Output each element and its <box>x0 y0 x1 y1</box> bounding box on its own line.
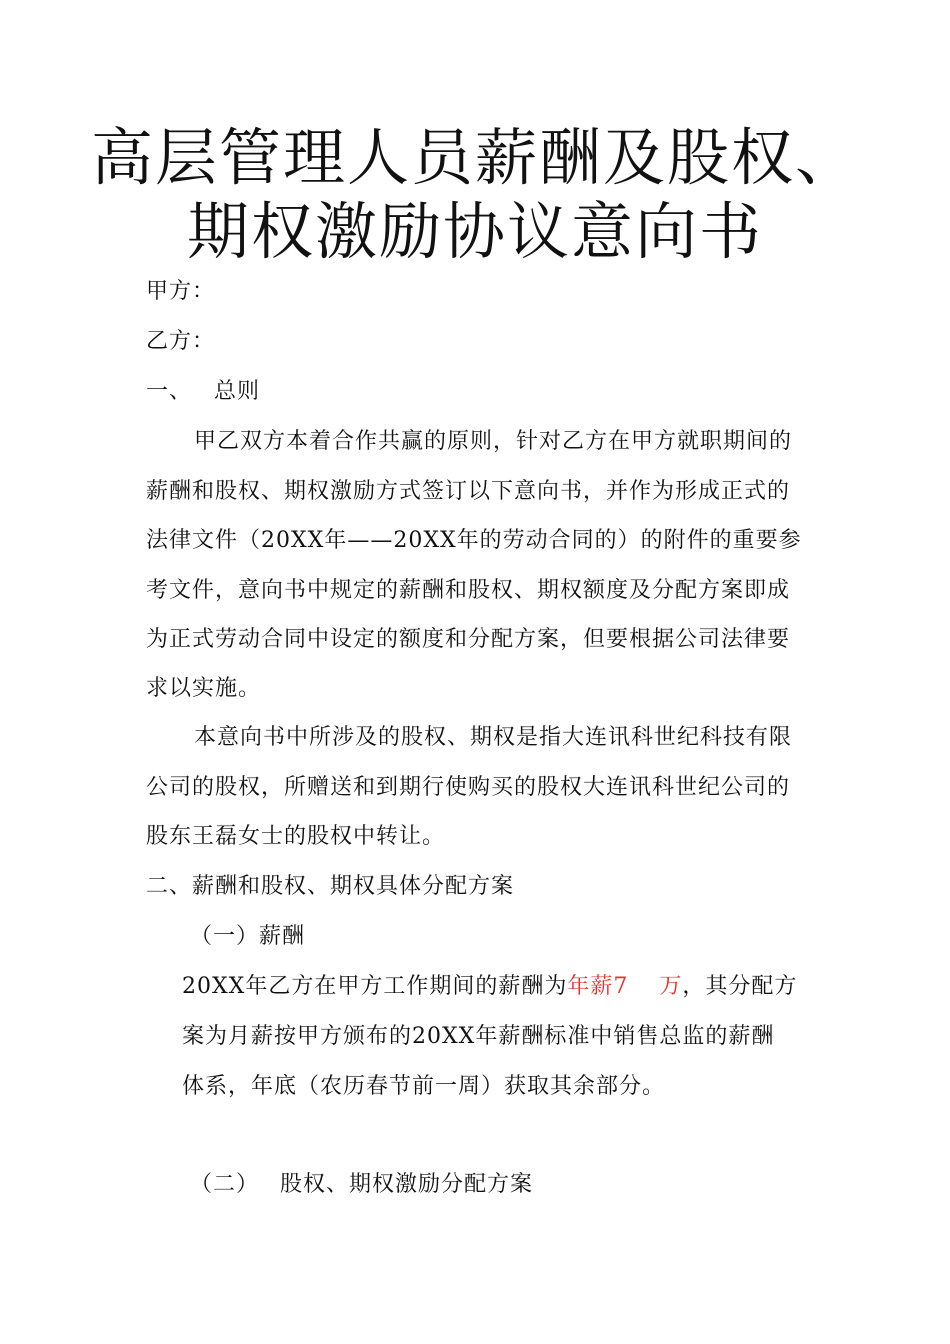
salary-highlight: 年薪7 万 <box>567 974 683 999</box>
section-1-number: 一、 <box>146 379 193 404</box>
paragraph-1-line-4: 考文件，意向书中规定的薪酬和股权、期权额度及分配方案即成 <box>146 578 791 603</box>
salary-suffix: ，其分配方 <box>682 974 798 999</box>
paragraph-1-line-5: 为正式劳动合同中设定的额度和分配方案，但要根据公司法律要 <box>146 627 791 652</box>
paragraph-2-line-1: 本意向书中所涉及的股权、期权是指大连讯科世纪科技有限 <box>194 725 793 750</box>
paragraph-1-line-6: 求以实施。 <box>146 676 262 701</box>
salary-prefix: 20XX年乙方在甲方工作期间的薪酬为 <box>182 974 568 999</box>
salary-line-3: 体系，年底（农历春节前一周）获取其余部分。 <box>182 1074 666 1099</box>
section-1-title: 总则 <box>214 379 261 404</box>
paragraph-2-line-2: 公司的股权，所赠送和到期行使购买的股权大连讯科世纪公司的 <box>146 775 791 800</box>
subsection-2-number: （二） <box>190 1172 260 1197</box>
salary-line-1 <box>182 973 797 1001</box>
section-2-title: 二、薪酬和股权、期权具体分配方案 <box>146 874 515 899</box>
paragraph-2-line-3: 股东王磊女士的股权中转让。 <box>146 824 446 849</box>
subsection-1-title: （一）薪酬 <box>190 924 306 949</box>
document-title-line-1: 高层管理人员薪酬及股权、 <box>90 121 859 194</box>
salary-line-2: 案为月薪按甲方颁布的20XX年薪酬标准中销售总监的薪酬 <box>182 1024 775 1049</box>
paragraph-1-line-3: 法律文件（20XX年——20XX年的劳动合同的）的附件的重要参 <box>146 528 802 553</box>
paragraph-1-line-2: 薪酬和股权、期权激励方式签订以下意向书，并作为形成正式的 <box>146 479 791 504</box>
document-title-line-2: 期权激励协议意向书 <box>186 195 763 268</box>
paragraph-1-line-1: 甲乙双方本着合作共赢的原则，针对乙方在甲方就职期间的 <box>194 429 793 454</box>
subsection-2-title: 股权、期权激励分配方案 <box>280 1172 534 1197</box>
party-b-label: 乙方： <box>146 329 216 354</box>
party-a-label: 甲方： <box>146 279 216 304</box>
